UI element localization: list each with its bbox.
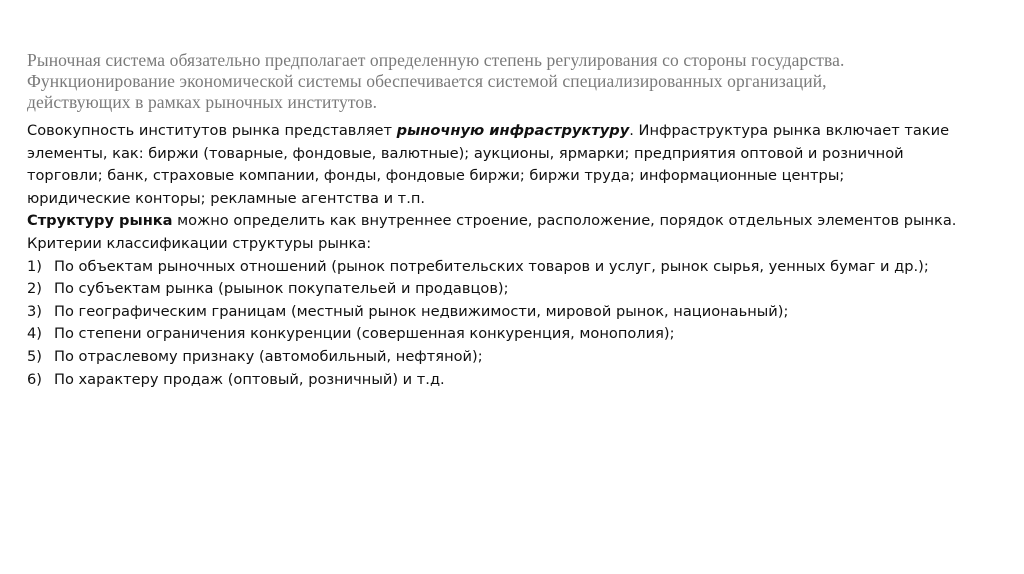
criteria-number: 6) [27,370,42,388]
intro-line: Рыночная система обязательно предполагает определенную степень регулирования со стороны государства. [27,50,845,70]
criteria-text: По объектам рыночных отношений (рынок потребительских товаров и услуг, рынок сырья, уенных бумаг и др.); [54,257,929,275]
intro-line: действующих в рамках рыночных институтов. [27,92,378,112]
criteria-list [27,256,1007,392]
criteria-number: 5) [27,347,42,365]
infrastructure-line [27,120,1007,143]
structure-term: Структуру рынка [27,212,173,230]
criteria-item [27,301,1007,324]
criteria-item [27,369,1007,392]
intro-line: Функционирование экономической системы обеспечивается системой специализированных организаций, [27,71,827,91]
criteria-text: По географическим границам (местный рынок недвижимости, мировой рынок, национаьный); [54,302,789,320]
criteria-item [27,278,1007,301]
criteria-item [27,346,1007,369]
criteria-text: По степени ограничения конкуренции (совершенная конкуренция, монополия); [54,325,675,343]
structure-rest: можно определить как внутреннее строение, расположение, порядок отдельных элементов рынка. [172,212,957,230]
criteria-number: 1) [27,257,42,275]
infrastructure-term: рыночную инфраструктуру [396,122,630,139]
main-text [27,120,1007,391]
infrastructure-line: юридические конторы; рекламные агентства и т.п. [27,189,426,207]
criteria-item [27,256,1007,279]
structure-definition [27,210,1007,233]
infrastructure-prefix: Совокупность институтов рынка представляет [27,122,397,139]
intro-paragraph [27,50,1007,113]
infrastructure-line: элементы, как: биржи (товарные, фондовые, валютные); аукционы, ярмарки; предприятия оптовой и розничной [27,144,904,162]
criteria-text: По отраслевому признаку (автомобильный, нефтяной); [54,347,483,365]
criteria-heading: Критерии классификации структуры рынка: [27,234,372,252]
criteria-item [27,323,1007,346]
criteria-text: По характеру продаж (оптовый, розничный) и т.д. [54,370,445,388]
criteria-number: 2) [27,280,42,298]
infrastructure-suffix: . Инфраструктура рынка включает такие [629,122,950,139]
criteria-text: По субъектам рынка (рыынок покупательей и продавцов); [54,280,509,298]
criteria-number: 4) [27,325,42,343]
criteria-number: 3) [27,302,42,320]
infrastructure-line: торговли; банк, страховые компании, фонды, фондовые биржи; биржи труда; информационные центры; [27,167,845,185]
